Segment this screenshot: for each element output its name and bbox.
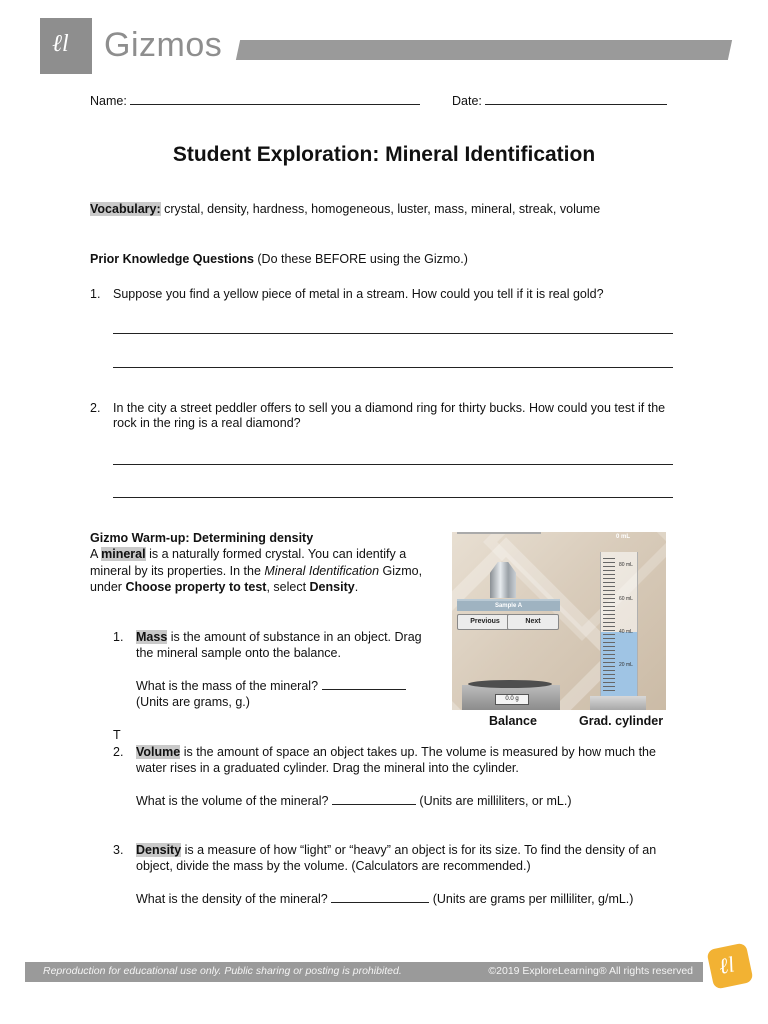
cylinder-caption: Grad. cylinder — [579, 714, 664, 728]
date-field: Date: — [452, 93, 667, 108]
explorelearning-logo: ℓl — [40, 18, 92, 74]
previous-button[interactable]: Previous — [457, 614, 513, 630]
name-field: Name: — [90, 93, 420, 108]
warmup-heading: Gizmo Warm-up: Determining density — [90, 531, 314, 545]
prior-knowledge-heading: Prior Knowledge Questions (Do these BEFORE using the Gizmo.) — [90, 252, 468, 266]
stray-text: T — [113, 728, 121, 742]
cylinder-top-label: 0 mL — [616, 534, 631, 540]
footer-bar — [25, 962, 703, 982]
cylinder-mark: 80 mL — [619, 562, 633, 568]
cylinder-mark: 20 mL — [619, 662, 633, 668]
panel-edge — [457, 532, 541, 534]
mineral-crystal[interactable] — [490, 562, 516, 598]
next-button[interactable]: Next — [507, 614, 559, 630]
gizmo-simulation-image — [452, 532, 666, 710]
balance-readout: 0.0 g — [495, 694, 529, 705]
cylinder-ticks — [603, 558, 615, 692]
warmup-section: Gizmo Warm-up: Determining density A mineral is a naturally formed crystal. You can identify a mineral by its properties. In the Mineral Identification Gizmo, under Choose property to test, select Density. — [90, 531, 423, 594]
answer-line[interactable] — [113, 333, 673, 334]
page-title: Student Exploration: Mineral Identification — [172, 143, 596, 166]
header-bar — [236, 40, 732, 60]
footer-notice: Reproduction for educational use only. Public sharing or posting is prohibited. — [43, 965, 402, 977]
cylinder-mark: 40 mL — [619, 629, 633, 635]
vocabulary-label: Vocabulary: — [90, 202, 161, 216]
cylinder-base — [590, 696, 646, 710]
answer-line[interactable] — [113, 367, 673, 368]
mass-answer-blank[interactable] — [322, 678, 406, 690]
answer-line[interactable] — [113, 464, 673, 465]
volume-answer-blank[interactable] — [332, 793, 416, 805]
date-blank[interactable] — [485, 93, 667, 105]
balance-pan — [468, 680, 552, 688]
sample-label: Sample A — [494, 603, 523, 609]
graduated-cylinder[interactable] — [600, 552, 638, 697]
name-blank[interactable] — [130, 93, 420, 105]
footer-copyright: ©2019 ExploreLearning® All rights reserved — [488, 965, 693, 977]
balance-caption: Balance — [489, 714, 537, 728]
vocabulary-terms: crystal, density, hardness, homogeneous, luster, mass, mineral, streak, volume — [160, 202, 601, 216]
cylinder-mark: 60 mL — [619, 596, 633, 602]
vocabulary-line — [90, 202, 600, 216]
answer-line[interactable] — [113, 497, 673, 498]
density-answer-blank[interactable] — [331, 891, 429, 903]
footer-logo: ℓl — [706, 942, 753, 989]
brand-name: Gizmos — [104, 26, 223, 64]
